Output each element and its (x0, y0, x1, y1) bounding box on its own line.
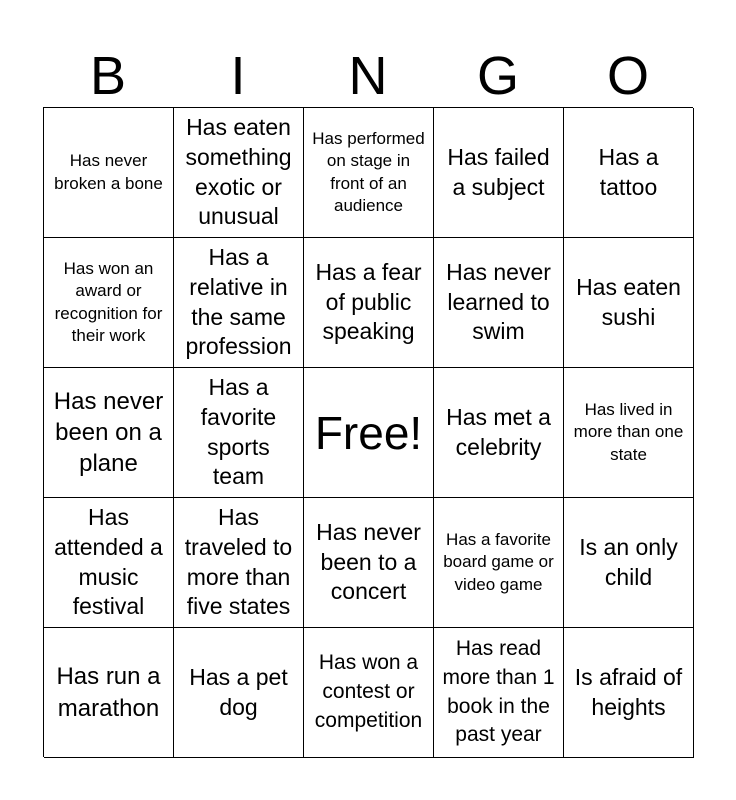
header-letter-b: B (89, 46, 127, 106)
free-space-text: Free! (314, 406, 423, 459)
bingo-cell-text: Has eaten sushi (576, 273, 681, 330)
bingo-cell[interactable] (174, 108, 304, 238)
bingo-cell[interactable] (564, 368, 694, 498)
bingo-cell[interactable] (304, 108, 434, 238)
header-letter-i: I (230, 46, 246, 106)
bingo-cell[interactable] (564, 238, 694, 368)
bingo-cell-text: Has a favorite board game or video game (443, 529, 554, 594)
bingo-cell-text: Has never learned to swim (446, 258, 551, 345)
bingo-cell-text: Has never been to a concert (316, 518, 421, 605)
bingo-cell[interactable] (44, 238, 174, 368)
bingo-cell-text: Has won a contest or competition (314, 651, 423, 732)
bingo-cell-text: Has eaten something exotic or unusual (185, 113, 292, 230)
bingo-cell[interactable] (44, 368, 174, 498)
bingo-cell[interactable] (434, 498, 564, 628)
header-letter-n: N (348, 46, 388, 106)
bingo-cell-text: Has read more than 1 book in the past year (442, 636, 555, 747)
bingo-cell-text: Has won an award or recognition for their work (54, 258, 163, 345)
bingo-cell[interactable] (304, 498, 434, 628)
bingo-cell[interactable] (174, 238, 304, 368)
header-letter-o: O (606, 46, 649, 106)
header-letter-g: G (476, 46, 519, 106)
bingo-cell-text: Has a relative in the same profession (185, 243, 292, 360)
bingo-cell[interactable] (174, 498, 304, 628)
bingo-cell-text: Has a pet dog (189, 663, 288, 720)
bingo-cell-text: Is afraid of heights (574, 663, 683, 720)
bingo-cell-text: Has never been on a plane (53, 387, 164, 478)
bingo-cell[interactable] (304, 628, 434, 758)
bingo-cell[interactable] (434, 238, 564, 368)
bingo-cell[interactable] (44, 498, 174, 628)
bingo-cell-text: Has performed on stage in front of an audience (312, 128, 425, 215)
free-space-cell[interactable] (304, 368, 434, 498)
bingo-cell[interactable] (434, 368, 564, 498)
bingo-cell-text: Has run a marathon (56, 663, 161, 722)
bingo-cell[interactable] (564, 628, 694, 758)
bingo-cell[interactable] (564, 108, 694, 238)
bingo-cell-text: Has attended a music festival (54, 503, 163, 620)
bingo-cell[interactable] (174, 628, 304, 758)
bingo-cell[interactable] (174, 368, 304, 498)
bingo-cell-text: Has a fear of public speaking (315, 258, 422, 345)
bingo-cell-text: Is an only child (579, 533, 678, 590)
bingo-cell[interactable] (434, 108, 564, 238)
bingo-cell-text: Has a tattoo (598, 143, 659, 200)
bingo-cell[interactable] (434, 628, 564, 758)
bingo-cell[interactable] (304, 238, 434, 368)
bingo-cell[interactable] (564, 498, 694, 628)
bingo-cell-text: Has failed a subject (447, 143, 550, 200)
bingo-cell[interactable] (44, 108, 174, 238)
bingo-cell-text: Has traveled to more than five states (184, 503, 293, 620)
bingo-cell-text: Has met a celebrity (446, 403, 551, 460)
bingo-cell-text: Has lived in more than one state (573, 399, 684, 464)
bingo-card-grid (43, 107, 693, 757)
bingo-cell-text: Has a favorite sports team (200, 373, 277, 490)
bingo-cell-text: Has never broken a bone (54, 151, 163, 193)
bingo-cell[interactable] (44, 628, 174, 758)
bingo-header (43, 44, 693, 108)
